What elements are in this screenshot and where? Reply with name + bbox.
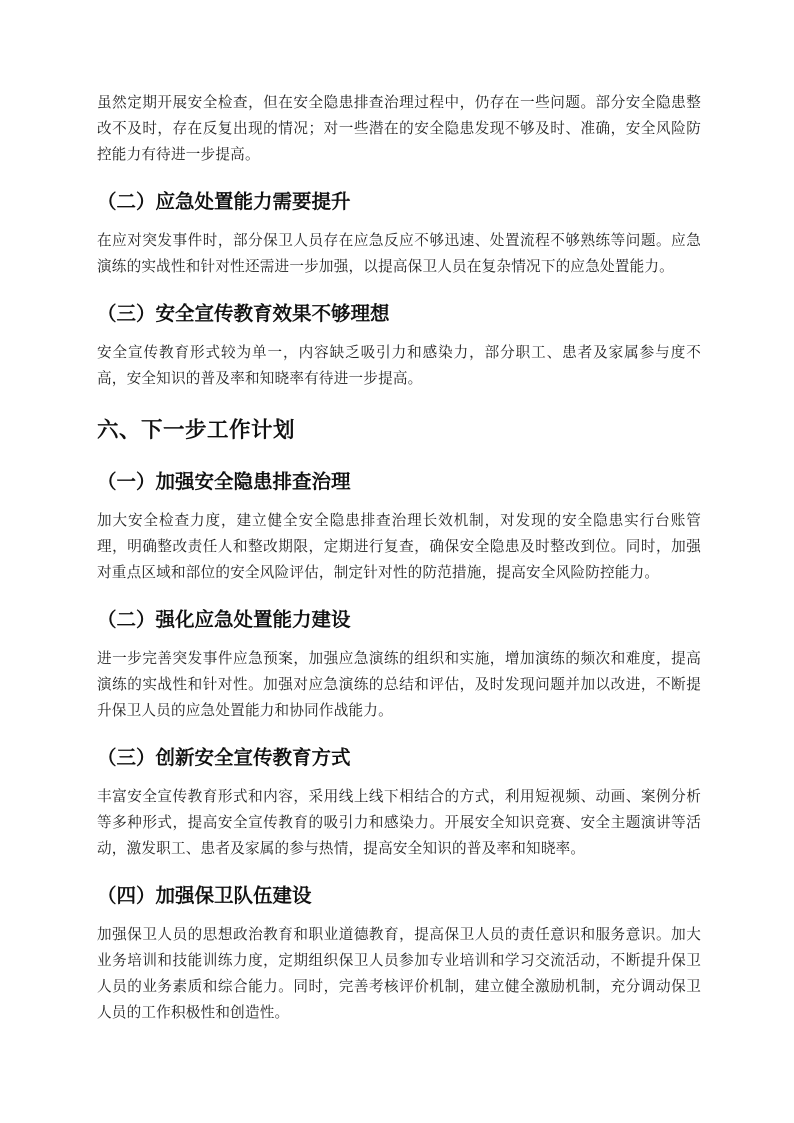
paragraph-plan-hazard: 加大安全检查力度，建立健全安全隐患排查治理长效机制，对发现的安全隐患实行台账管理，明确整改责任人和整改期限，定期进行复查，确保安全隐患及时整改到位。同时，加强对重点区域和部位的安全风险评估，制定针对性的防范措施，提高安全风险防控能力。 bbox=[97, 512, 701, 581]
paragraph-plan-publicity: 丰富安全宣传教育形式和内容，采用线上线下相结合的方式，利用短视频、动画、案例分析等多种形式，提高安全宣传教育的吸引力和感染力。开展安全知识竞赛、安全主题演讲等活动，激发职工、患者及家属的参与热情，提高安全知识的普及率和知晓率。 bbox=[97, 788, 701, 857]
subheading-emergency-capability: （二）应急处置能力需要提升 bbox=[97, 190, 351, 213]
document-page bbox=[97, 90, 701, 1026]
subheading-plan-hazard: （一）加强安全隐患排查治理 bbox=[97, 470, 351, 493]
paragraph-plan-team: 加强保卫人员的思想政治教育和职业道德教育，提高保卫人员的责任意识和服务意识。加大业务培训和技能训练力度，定期组织保卫人员参加专业培训和学习交流活动，不断提升保卫人员的业务素质和综合能力。同时，完善考核评价机制，建立健全激励机制，充分调动保卫人员的工作积极性和创造性。 bbox=[97, 926, 701, 1021]
paragraph-publicity-effect: 安全宣传教育形式较为单一，内容缺乏吸引力和感染力，部分职工、患者及家属参与度不高，安全知识的普及率和知晓率有待进一步提高。 bbox=[97, 344, 701, 387]
paragraph-intro: 虽然定期开展安全检查，但在安全隐患排查治理过程中，仍存在一些问题。部分安全隐患整改不及时，存在反复出现的情况；对一些潜在的安全隐患发现不够及时、准确，安全风险防控能力有待进一步提高。 bbox=[97, 94, 701, 163]
subheading-plan-emergency: （二）强化应急处置能力建设 bbox=[97, 608, 351, 631]
subheading-plan-team: （四）加强保卫队伍建设 bbox=[97, 884, 312, 907]
subheading-publicity-effect: （三）安全宣传教育效果不够理想 bbox=[97, 302, 390, 325]
section-title-next-plan: 六、下一步工作计划 bbox=[97, 418, 296, 443]
paragraph-plan-emergency: 进一步完善突发事件应急预案，加强应急演练的组织和实施，增加演练的频次和难度，提高演练的实战性和针对性。加强对应急演练的总结和评估，及时发现问题并加以改进，不断提升保卫人员的应急处置能力和协同作战能力。 bbox=[97, 650, 701, 719]
subheading-plan-publicity: （三）创新安全宣传教育方式 bbox=[97, 746, 351, 769]
paragraph-emergency-capability: 在应对突发事件时，部分保卫人员存在应急反应不够迅速、处置流程不够熟练等问题。应急演练的实战性和针对性还需进一步加强，以提高保卫人员在复杂情况下的应急处置能力。 bbox=[97, 232, 701, 275]
